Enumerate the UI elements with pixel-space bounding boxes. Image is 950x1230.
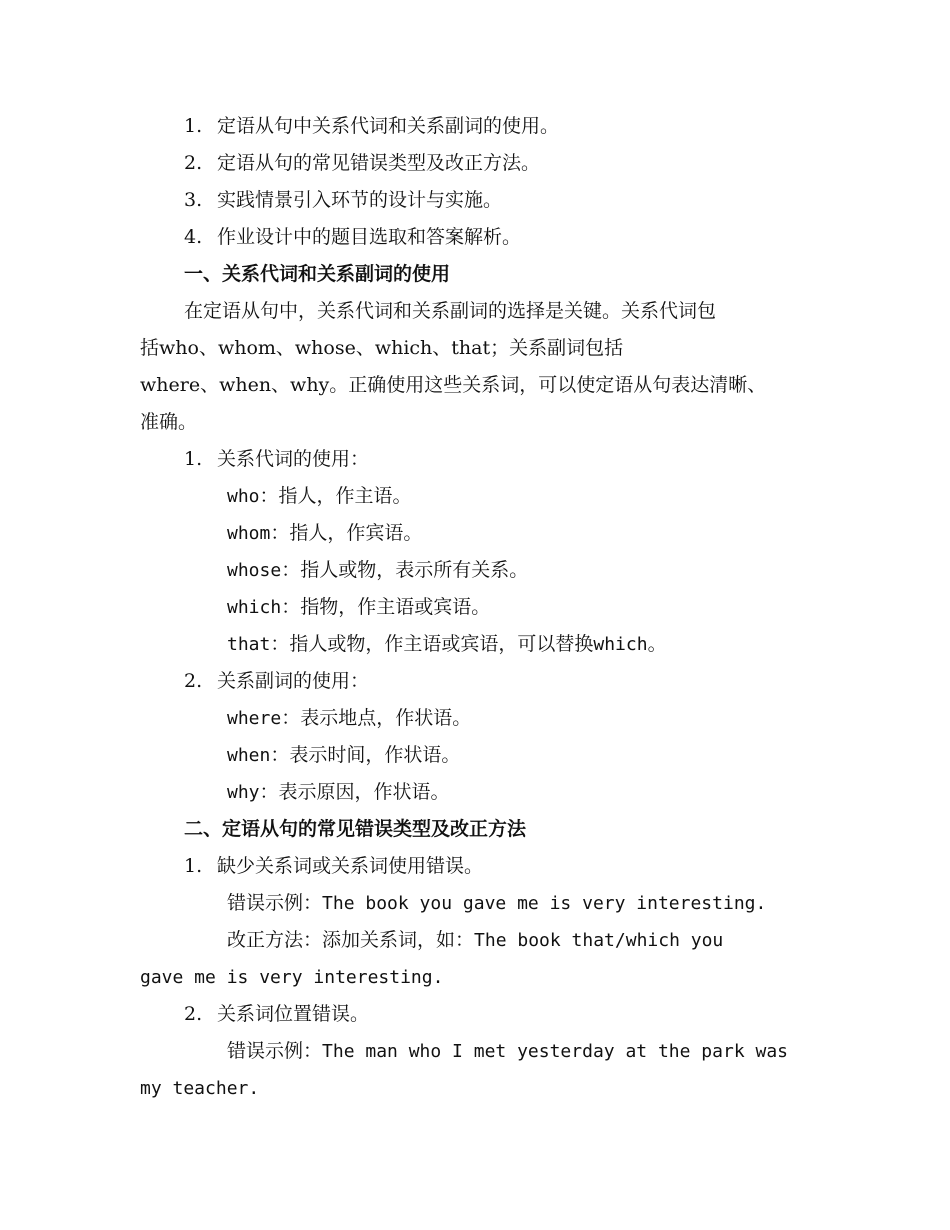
- term: when: [227, 745, 271, 766]
- section-heading-2: 二、定语从句的常见错误类型及改正方法: [184, 818, 527, 840]
- error-title: 缺少关系词或关系词使用错误。: [217, 855, 484, 877]
- term-description: ：指物，作主语或宾语。: [281, 596, 491, 618]
- error-title: 关系词位置错误。: [217, 1003, 370, 1025]
- term-description: ：指人或物，表示所有关系。: [281, 559, 529, 581]
- section-heading-1: 一、关系代词和关系副词的使用: [184, 263, 451, 285]
- paragraph-line: 在定语从句中，关系代词和关系副词的选择是关键。关系代词包: [184, 300, 717, 322]
- error-number: 1.: [184, 855, 203, 877]
- subsection-number: 2.: [184, 670, 203, 692]
- error-type-title-2: [140, 996, 810, 1033]
- toc-number: 2.: [184, 152, 203, 174]
- subsection-title-1: [140, 441, 810, 478]
- term-description: 。: [647, 633, 667, 655]
- term: whom: [227, 523, 271, 544]
- toc-text: 定语从句中关系代词和关系副词的使用。: [217, 115, 560, 137]
- example-text: my teacher.: [140, 1078, 260, 1099]
- toc-number: 1.: [184, 115, 203, 137]
- toc-number: 3.: [184, 189, 203, 211]
- error-example: [140, 1033, 810, 1070]
- list-item: [140, 774, 810, 811]
- example-label: 错误示例：: [227, 1040, 323, 1062]
- fix-text: gave me is very interesting.: [140, 967, 444, 988]
- list-item: [140, 589, 810, 626]
- term: who: [227, 486, 260, 507]
- term: where: [227, 708, 282, 729]
- list-item: [140, 478, 810, 515]
- toc-item-1: [140, 108, 810, 145]
- toc-item-4: [140, 219, 810, 256]
- term: whose: [227, 560, 282, 581]
- term: that: [227, 634, 271, 655]
- error-example: [140, 885, 810, 922]
- error-example-continued: [140, 1070, 810, 1107]
- term: why: [227, 782, 260, 803]
- list-item: [140, 700, 810, 737]
- example-text: The man who I met yesterday at the park was: [322, 1041, 789, 1062]
- fix-label: 改正方法：添加关系词，如：: [227, 929, 475, 951]
- paragraph-line: 准确。: [140, 411, 198, 433]
- subsection-number: 1.: [184, 448, 203, 470]
- example-label: 错误示例：: [227, 892, 323, 914]
- term: which: [593, 634, 648, 655]
- term-description: ：表示地点，作状语。: [281, 707, 472, 729]
- term-description: ：指人或物，作主语或宾语，可以替换: [270, 633, 594, 655]
- toc-text: 实践情景引入环节的设计与实施。: [217, 189, 503, 211]
- toc-number: 4.: [184, 226, 203, 248]
- term: which: [227, 597, 282, 618]
- paragraph-line: where、when、why。正确使用这些关系词，可以使定语从句表达清晰、: [140, 374, 767, 396]
- subsection-text: 关系代词的使用：: [217, 448, 370, 470]
- term-description: ：表示时间，作状语。: [270, 744, 461, 766]
- fix-method: [140, 922, 810, 959]
- toc-text: 作业设计中的题目选取和答案解析。: [217, 226, 522, 248]
- example-text: The book you gave me is very interesting.: [322, 893, 767, 914]
- subsection-title-2: [140, 663, 810, 700]
- list-item: [140, 626, 810, 663]
- list-item: [140, 552, 810, 589]
- term-description: ：指人，作主语。: [259, 485, 412, 507]
- toc-item-2: [140, 145, 810, 182]
- subsection-text: 关系副词的使用：: [217, 670, 370, 692]
- term-description: ：指人，作宾语。: [270, 522, 423, 544]
- error-number: 2.: [184, 1003, 203, 1025]
- fix-text: The book that/which you: [474, 930, 724, 951]
- toc-text: 定语从句的常见错误类型及改正方法。: [217, 152, 541, 174]
- toc-item-3: [140, 182, 810, 219]
- fix-method-continued: [140, 959, 810, 996]
- error-type-title-1: [140, 848, 810, 885]
- document-page: [140, 108, 810, 1107]
- list-item: [140, 515, 810, 552]
- list-item: [140, 737, 810, 774]
- term-description: ：表示原因，作状语。: [259, 781, 450, 803]
- paragraph-line: 括who、whom、whose、which、that；关系副词包括: [140, 337, 624, 359]
